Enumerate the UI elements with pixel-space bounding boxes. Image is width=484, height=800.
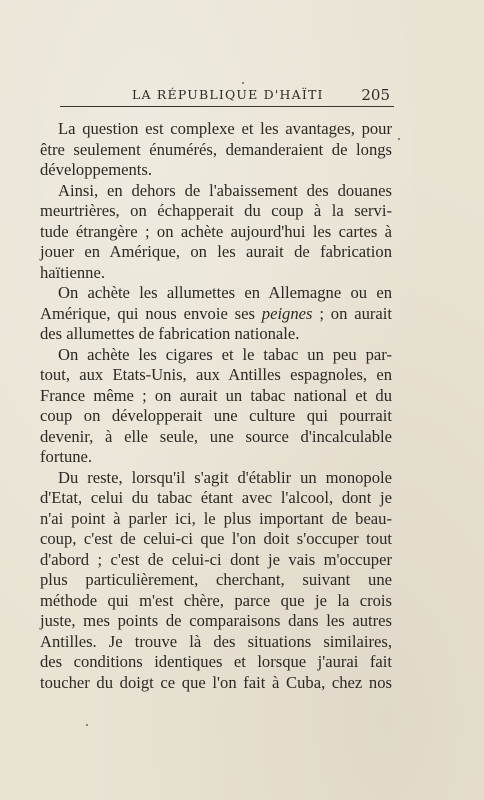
page-header bbox=[62, 87, 392, 107]
text-line: des allumettes de fabrication nationale. bbox=[40, 324, 300, 343]
text-line: France même ; on aurait un tabac national et du bbox=[40, 385, 392, 405]
text-line: toucher du doigt ce que l'on fait à Cuba, chez nos bbox=[40, 672, 392, 692]
text-line: Du reste, lorsqu'il s'agit d'établir un monopole bbox=[58, 467, 392, 487]
body-text bbox=[40, 119, 392, 693]
text-line: coup on développerait une culture qui pourrait bbox=[40, 406, 392, 425]
text-line: Amérique, qui nous envoie ses peignes ; on aurait bbox=[40, 303, 392, 323]
text-line: jouer en Amérique, on les aurait de fabrication bbox=[40, 242, 392, 261]
header-rule bbox=[60, 106, 394, 107]
text-line: La question est complexe et les avantages, pour bbox=[58, 119, 392, 138]
text-line: Antilles. Je trouve là des situations similaires, bbox=[40, 631, 392, 651]
text-line: d'abord ; c'est de celui-ci dont je vais m'occuper bbox=[40, 549, 392, 569]
text-line: tout, aux Etats-Unis, aux Antilles espagnoles, en bbox=[40, 365, 392, 384]
paper-speck bbox=[398, 138, 400, 140]
text-line: développements. bbox=[40, 160, 152, 179]
italic-word: peignes bbox=[261, 303, 313, 323]
text-line: être seulement énumérés, demanderaient de longs bbox=[40, 139, 392, 159]
paper-speck bbox=[86, 724, 88, 726]
text-line: On achète les cigares et le tabac un peu par- bbox=[58, 344, 392, 364]
text-line: meurtrières, on échapperait du coup à la servi- bbox=[40, 201, 392, 220]
text-line: tude étrangère ; on achète aujourd'hui les cartes à bbox=[40, 221, 392, 241]
text-line: Ainsi, en dehors de l'abaissement des douanes bbox=[58, 180, 392, 200]
text-line: fortune. bbox=[40, 447, 93, 466]
text-line: haïtienne. bbox=[40, 262, 105, 282]
running-title: LA RÉPUBLIQUE D'HAÏTI bbox=[132, 87, 324, 102]
text-line: juste, mes points de comparaisons dans les autres bbox=[40, 611, 392, 630]
text-line: méthode qui m'est chère, parce que je la crois bbox=[40, 590, 392, 610]
text-line: plus particulièrement, cherchant, suivant une bbox=[40, 570, 392, 589]
text-line: n'ai point à parler ici, le plus important de beau- bbox=[40, 508, 392, 528]
text-line: coup, c'est de celui-ci que l'on doit s'occuper tout bbox=[40, 529, 392, 548]
paper-speck bbox=[242, 82, 244, 84]
text-line: d'Etat, celui du tabac étant avec l'alcool, dont je bbox=[40, 488, 392, 507]
text-line: On achète les allumettes en Allemagne ou en bbox=[58, 283, 392, 302]
text-line: des conditions identiques et lorsque j'aurai fait bbox=[40, 652, 392, 671]
text-line: devenir, à elle seule, une source d'incalculable bbox=[40, 426, 392, 446]
page-number: 205 bbox=[361, 86, 390, 104]
